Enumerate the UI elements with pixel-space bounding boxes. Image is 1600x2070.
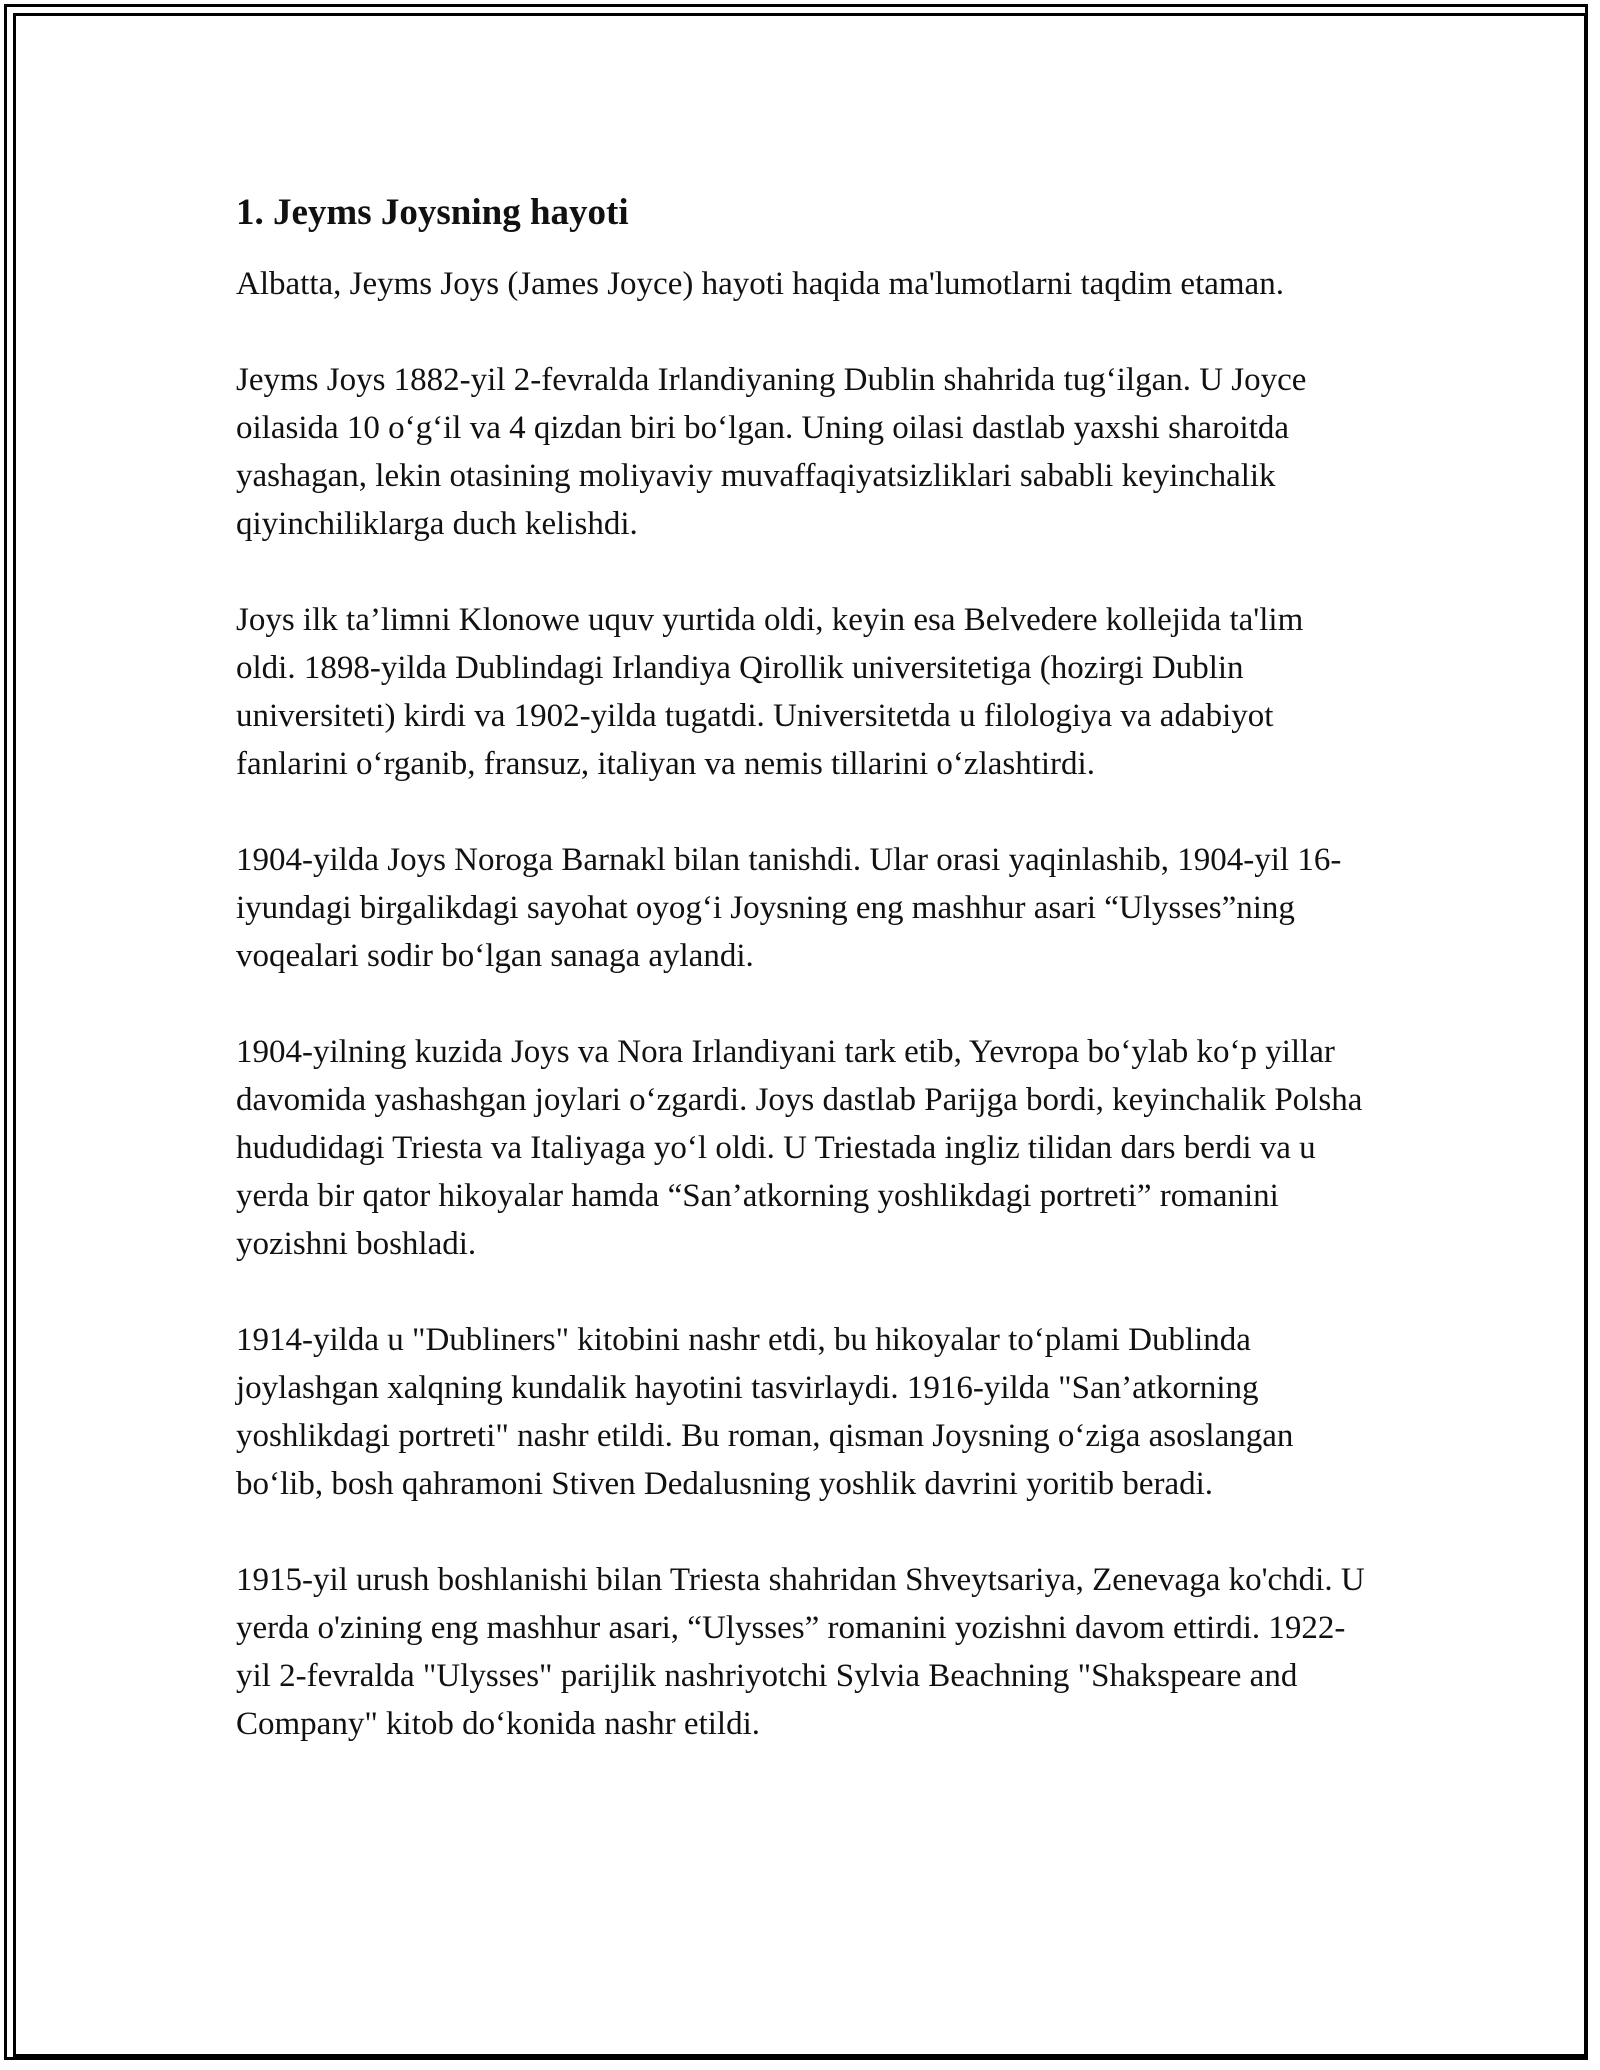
paragraph-education: Joys ilk ta’limni Klonowe uquv yurtida oldi, keyin esa Belvedere kollejida ta'lim oldi. 1898-yilda Dublindagi Irlandiya Qirollik universitetiga (hozirgi Dublin universiteti) kirdi va 1902-yilda tugatdi. Universitetda u filologiya va adabiyot fanlarini o‘rganib, fransuz, italiyan va nemis tillarini o‘zlashtirdi. xyxy=(236,602,1304,782)
document-body xyxy=(236,186,1366,1796)
paragraph-dubliners: 1914-yilda u "Dubliners" kitobini nashr etdi, bu hikoyalar to‘plami Dublinda joylashgan xalqning kundalik hayotini tasvirlaydi. 1916-yilda "San’atkorning yoshlikdagi portreti" nashr etildi. Bu roman, qisman Joysning o‘ziga asoslangan bo‘lib, bosh qahramoni Stiven Dedalusning yoshlik davrini yoritib beradi. xyxy=(236,1322,1294,1502)
paragraph-nora: 1904-yilda Joys Noroga Barnakl bilan tanishdi. Ular orasi yaqinlashib, 1904-yil 16-iyundagi birgalikdagi sayohat oyog‘i Joysning eng mashhur asari “Ulysses”ning voqealari sodir bo‘lgan sanaga aylandi. xyxy=(236,842,1342,974)
section-heading: 1. Jeyms Joysning hayoti xyxy=(236,192,629,233)
paragraph-europe: 1904-yilning kuzida Joys va Nora Irlandiyani tark etib, Yevropa bo‘ylab ko‘p yillar davomida yashashgan joylari o‘zgardi. Joys dastlab Parijga bordi, keyinchalik Polsha hududidagi Triesta va Italiyaga yo‘l oldi. U Triestada ingliz tilidan dars berdi va u yerda bir qator hikoyalar hamda “San’atkorning yoshlikdagi portreti” romanini yozishni boshladi. xyxy=(236,1034,1363,1262)
paragraph-ulysses: 1915-yil urush boshlanishi bilan Triesta shahridan Shveytsariya, Zenevaga ko'chdi. U yerda o'zining eng mashhur asari, “Ulysses” romanini yozishni davom ettirdi. 1922-yil 2-fevralda "Ulysses" parijlik nashriyotchi Sylvia Beachning "Shakspeare and Company" kitob do‘konida nashr etildi. xyxy=(236,1562,1365,1742)
paragraph-birth: Jeyms Joys 1882-yil 2-fevralda Irlandiyaning Dublin shahrida tug‘ilgan. U Joyce oilasida 10 o‘g‘il va 4 qizdan biri bo‘lgan. Uning oilasi dastlab yaxshi sharoitda yashagan, lekin otasining moliyaviy muvaffaqiyatsizliklari sababli keyinchalik qiyinchiliklarga duch kelishdi. xyxy=(236,362,1307,542)
paragraph-intro: Albatta, Jeyms Joys (James Joyce) hayoti haqida ma'lumotlarni taqdim etaman. xyxy=(236,266,1284,302)
